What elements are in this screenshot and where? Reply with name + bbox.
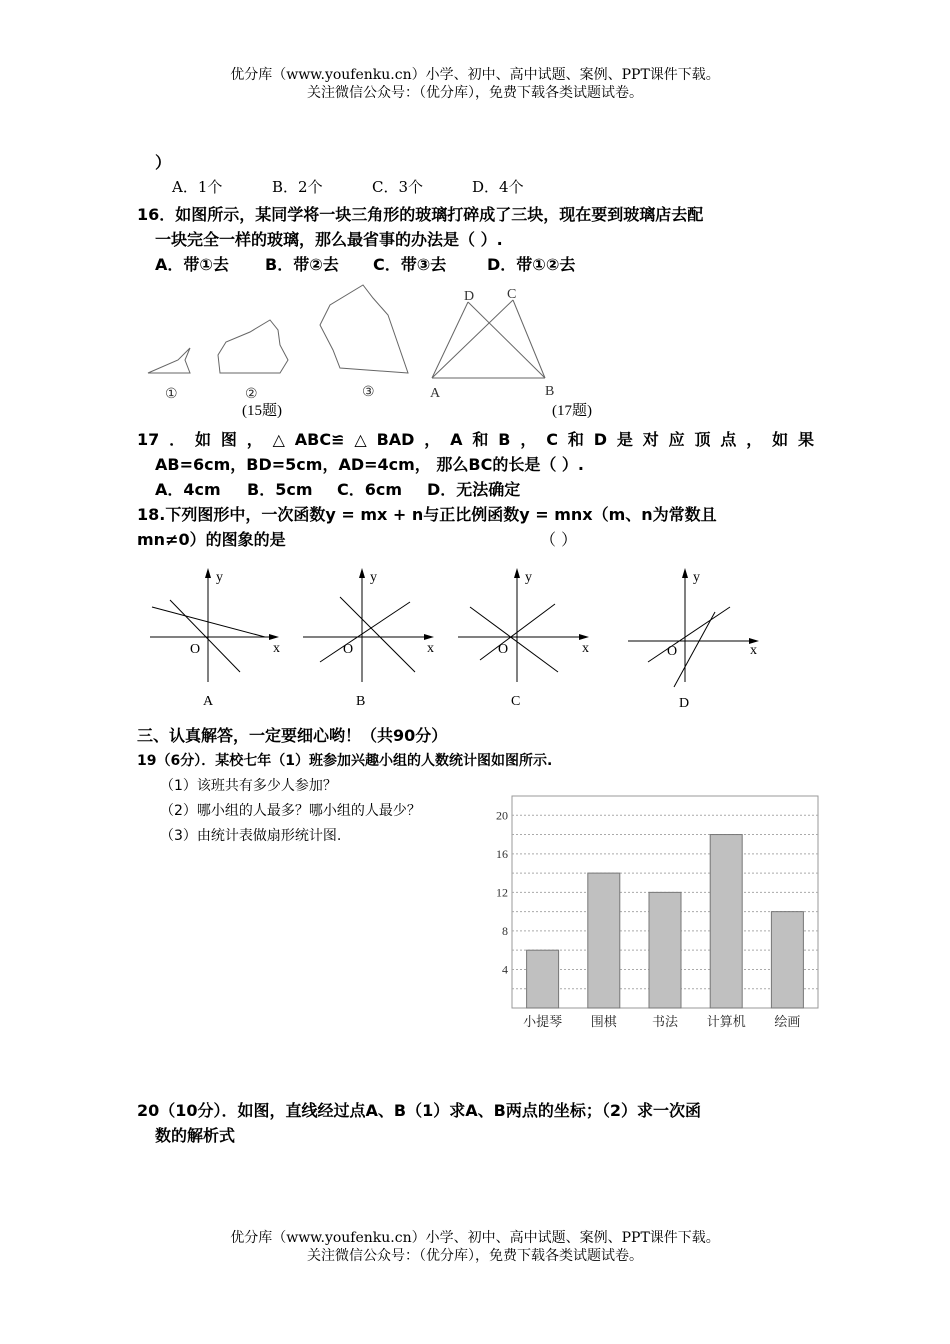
chart-x-ticks	[523, 1014, 800, 1029]
q15-option-d: D．4个	[472, 178, 524, 196]
q20-line-1: 20（10分）．如图，直线经过点A、B（1）求A、B两点的坐标；（2）求一次函	[137, 1101, 701, 1120]
graph-c-label: C	[511, 694, 521, 709]
chart-bars	[527, 835, 804, 1008]
arrow-a-x	[269, 634, 279, 640]
footer-line-1: 优分库（www.youfenku.cn）小学、初中、高中试题、案例、PPT课件下载。	[230, 1230, 720, 1246]
point-b-label: B	[545, 384, 555, 399]
q16-line-1: 16．如图所示，某同学将一块三角形的玻璃打碎成了三块，现在要到玻璃店去配	[137, 205, 704, 224]
graph-c-origin: O	[498, 642, 509, 657]
bar-3	[710, 835, 742, 1008]
arrow-b-y	[359, 568, 365, 578]
header-line-2: 关注微信公众号：（优分库），免费下载各类试题试卷。	[307, 85, 643, 101]
graph-c-x-label: x	[582, 641, 589, 656]
x-tick-label: 小提琴	[523, 1014, 563, 1029]
q17-line-2: AB=6cm，BD=5cm，AD=4cm， 那么BC的长是（ ）.	[155, 455, 584, 474]
graph-b-origin: O	[343, 642, 354, 657]
x-tick-label: 书法	[651, 1014, 679, 1029]
q16-option-c: C．带③去	[373, 255, 447, 274]
bar-0	[527, 950, 559, 1008]
graph-d	[628, 572, 755, 687]
x-tick-label: 绘画	[774, 1014, 801, 1029]
q17-option-c: C．6cm	[337, 480, 403, 499]
q16-option-d: D．带①②去	[487, 255, 576, 274]
graph-c	[458, 572, 585, 682]
y-tick-label: 8	[502, 923, 508, 938]
q19-item-2: （2）哪小组的人最多？哪小组的人最少？	[160, 803, 421, 819]
header-line-1: 优分库（www.youfenku.cn）小学、初中、高中试题、案例、PPT课件下载。	[230, 67, 720, 83]
footer-line-2: 关注微信公众号：（优分库），免费下载各类试题试卷。	[307, 1248, 643, 1264]
q16-option-a: A．带①去	[155, 255, 229, 274]
q17-option-a: A．4cm	[155, 480, 221, 499]
piece-label-3: ③	[362, 385, 375, 400]
x-tick-label: 围棋	[590, 1014, 617, 1029]
y-tick-label: 4	[502, 962, 508, 977]
graph-d-y-label: y	[693, 570, 700, 585]
graph-a	[150, 572, 275, 682]
arrow-a-y	[205, 568, 211, 578]
graph-a-origin: O	[190, 642, 201, 657]
arrow-d-y	[682, 568, 688, 578]
arrow-b-x	[424, 634, 434, 640]
q19-intro: 19（6分）．某校七年（1）班参加兴趣小组的人数统计图如图所示.	[137, 753, 553, 769]
chart-y-ticks	[496, 808, 508, 976]
piece-label-1: ①	[165, 387, 178, 402]
figures-15-17	[130, 280, 630, 425]
graph-d-label: D	[679, 696, 690, 711]
q18-line-2: mn≠0）的图象的是	[137, 530, 286, 549]
graph-b-x-label: x	[427, 641, 434, 656]
y-tick-label: 20	[496, 808, 508, 823]
q15-tail: ）	[155, 153, 172, 172]
caption-15: (15题)	[242, 403, 282, 419]
point-d-label: D	[464, 289, 475, 304]
q18-bracket: （ ）	[540, 530, 578, 549]
point-a-label: A	[430, 386, 441, 401]
graph-c-y-label: y	[525, 570, 532, 585]
graph-b-label: B	[356, 694, 366, 709]
graph-a-y-label: y	[216, 570, 223, 585]
x-tick-label: 计算机	[706, 1014, 746, 1029]
arrow-c-x	[579, 634, 589, 640]
q15-option-a: A．1个	[172, 178, 223, 196]
graph-b-y-label: y	[370, 570, 377, 585]
q15-option-b: B．2个	[272, 178, 323, 196]
piece-label-2: ②	[245, 387, 258, 402]
section-3-title: 三、认真解答，一定要细心哟！（共90分）	[137, 726, 448, 745]
q19-item-1: （1）该班共有多少人参加？	[160, 778, 337, 794]
q17-option-b: B．5cm	[247, 480, 313, 499]
bar-1	[588, 873, 620, 1008]
graph-d-x-label: x	[750, 643, 757, 658]
q16-line-2: 一块完全一样的玻璃，那么最省事的办法是（ ）.	[155, 230, 503, 249]
graph-a-x-label: x	[273, 641, 280, 656]
bar-2	[649, 892, 681, 1008]
q19-item-3: （3）由统计表做扇形统计图.	[160, 828, 342, 844]
bar-chart	[485, 790, 825, 1040]
graph-b	[303, 572, 430, 682]
triangle-figure-17	[432, 300, 545, 378]
glass-piece-3	[320, 285, 408, 373]
y-tick-label: 16	[496, 846, 508, 861]
glass-piece-2	[218, 320, 288, 373]
q20-line-2: 数的解析式	[155, 1126, 236, 1145]
q16-option-b: B．带②去	[265, 255, 339, 274]
glass-piece-1	[148, 348, 190, 373]
q17-option-d: D．无法确定	[427, 480, 521, 499]
q17-line-1: 17．如图，△ABC≌△BAD，A和B，C和D是对应顶点，如果	[137, 430, 814, 449]
bar-4	[771, 912, 803, 1008]
y-tick-label: 12	[496, 885, 508, 900]
q18-graphs	[140, 562, 780, 712]
graph-d-origin: O	[667, 644, 678, 659]
caption-17: (17题)	[552, 403, 592, 419]
graph-a-label: A	[203, 694, 214, 709]
arrow-c-y	[514, 568, 520, 578]
q18-line-1: 18.下列图形中，一次函数y = mx + n与正比例函数y = mnx（m、n为常数且	[137, 505, 717, 524]
q15-option-c: C．3个	[372, 178, 424, 196]
point-c-label: C	[507, 287, 517, 302]
